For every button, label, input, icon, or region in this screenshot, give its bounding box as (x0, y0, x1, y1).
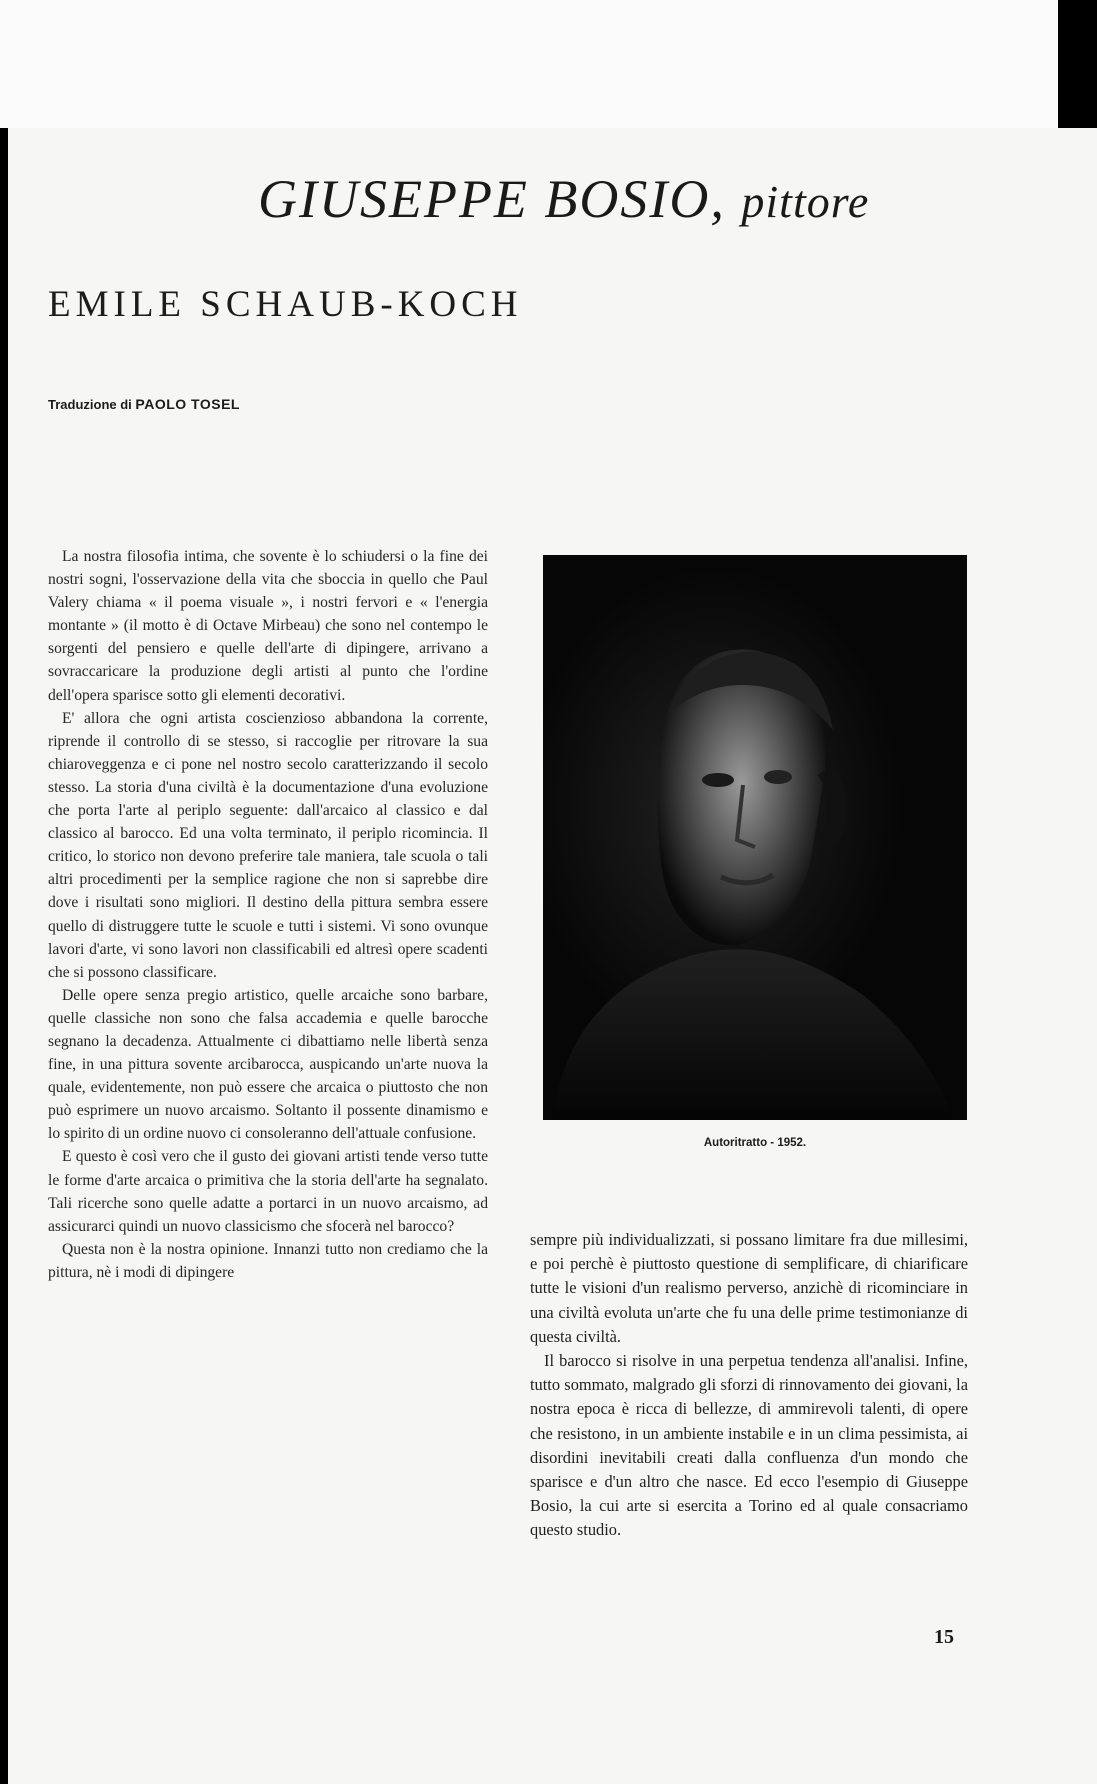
article-title (258, 168, 869, 230)
paragraph: sempre più individualizzati, si possano limitare fra due millesimi, e poi perchè è piuttosto questione di semplificare, di chiarificare tutte le visioni d'un realismo perverso, anzichè di ricominciare in una civiltà evoluta un'arte che fu una delle prime testimonianze di questa civiltà. (530, 1230, 968, 1346)
paragraph: Il barocco si risolve in una perpetua tendenza all'analisi. Infine, tutto sommato, malgrado gli sforzi di rinnovamento dei giovani, la nostra epoca è ricca di bellezze, di ammirevoli talenti, di opere che resistono, in un ambiente instabile e in un clima pessimista, ai disordini inevitabili creati dalla confluenza d'un mondo che sparisce e d'un altro che nasce. Ed ecco l'esempio di Giuseppe Bosio, la cui arte si esercita a Torino ed al quale consacriamo questo studio. (530, 1351, 968, 1540)
self-portrait-photo (543, 555, 967, 1120)
portrait-illustration (543, 555, 967, 1120)
translation-credit (48, 396, 240, 412)
right-column (530, 1228, 968, 1543)
document-page (8, 128, 1097, 1784)
title-sub: pittore (741, 176, 870, 227)
author-name: EMILE SCHAUB-KOCH (48, 284, 523, 325)
scan-border-top-paper (0, 0, 1058, 128)
paragraph: Delle opere senza pregio artistico, quelle arcaiche sono barbare, quelle classiche non sono che falsa accademia e quelle barocche segnano la decadenza. Attualmente ci dibattiamo nelle libertà senza fine, in una pittura sovente arcibarocca, auspicando un'arte nuova la quale, evidentemente, non può essere che arcaica o piuttosto che non può esprimere un nuovo arcaismo. Soltanto il possente dinamismo e lo spirito di un ordine nuovo ci consoleranno dell'attuale confusione. (48, 986, 488, 1143)
translator-name: PAOLO TOSEL (135, 396, 240, 412)
paragraph: La nostra filosofia intima, che sovente è lo schiudersi o la fine dei nostri sogni, l'osservazione della vita che sboccia in quello che Paul Valery chiama « il poema visuale », i nostri fervori e « l'energia montante » (il motto è di Octave Mirbeau) che sono nel contempo le sorgenti del pensiero e quelle dell'arte di dipingere, arrivano a sovraccaricare la produzione degli artisti al punto che l'ordine dell'opera sparisce sotto gli elementi decorativi. (48, 548, 488, 704)
paragraph: E' allora che ogni artista coscienzioso abbandona la corrente, riprende il controllo di se stesso, si raccoglie per ritrovare la sua chiaroveggenza e ci pone nel nostro secolo caratterizzando il secolo stesso. La storia d'una civiltà è la documentazione d'una evoluzione che porta l'arte al periplo seguente: dall'arcaico al classico e dal classico al barocco. Ed una volta terminato, il periplo ricomincia. Il critico, lo storico non devono preferire tale maniera, tale scuola o tali altri procedimenti per la semplice ragione che non si saprebbe dire dove i risultati sono migliori. Il destino della pittura sembra essere quello di distruggere tutte le scuole e tutti i sistemi. Vi sono ovunque lavori d'arte, vi sono lavori non classificabili ed altresì opere scadenti che si possono classificare. (48, 709, 488, 981)
paragraph: E questo è così vero che il gusto dei giovani artisti tende verso tutte le forme d'arte arcaica o primitiva che la storia dell'arte ha segnalato. Tali ricerche sono quelle adatte a portarci in un nuovo arcaismo, ad assicurarci quindi un nuovo classicismo che sfocerà nel barocco? (48, 1148, 488, 1235)
left-column (48, 545, 488, 1284)
title-main: GIUSEPPE BOSIO, (258, 169, 726, 229)
translation-label: Traduzione di (48, 397, 132, 412)
page-number: 15 (934, 1626, 954, 1648)
figure-caption: Autoritratto - 1952. (703, 1137, 807, 1149)
paragraph: Questa non è la nostra opinione. Innanzi tutto non crediamo che la pittura, nè i modi di dipingere (48, 1240, 488, 1281)
